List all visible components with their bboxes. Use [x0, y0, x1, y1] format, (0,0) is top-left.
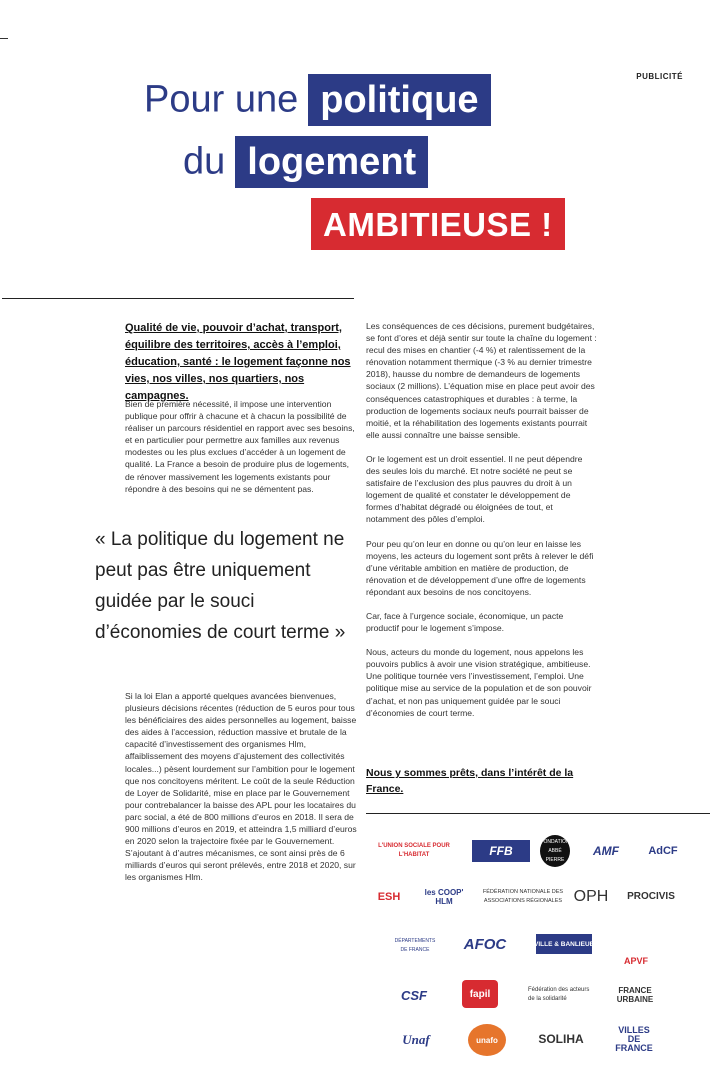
- divider-logos: [366, 813, 710, 814]
- logo-soliha: SOLIHA: [538, 1031, 584, 1046]
- title-line-2-highlight: logement: [235, 136, 428, 188]
- right-paragraph-5: Nous, acteurs du monde du logement, nous appelons les pouvoirs publics à avoir une vision stratégique, ambitieuse. Une politique tournée vers l’investissement, l’emploi. Une politique mise au service de la population et de son pouvoir d’achat, et non pas uniquement guidée par le souci d’économies de court terme.: [366, 647, 592, 718]
- right-paragraph-2: Or le logement est un droit essentiel. Il ne peut dépendre des seules lois du marché. Et notre société ne peut se satisfaire de l’exclusion des plus pauvres du droit à un logement de qualité et constater le développement de formes d’habitat dégradé ou éloignées de tout, et notamment des pôles d’emploi.: [366, 453, 583, 525]
- logo-ffb: FFB: [472, 840, 530, 862]
- right-paragraph-3: Pour peu qu’on leur en donne ou qu’on leur en laisse les moyens, les acteurs du logement sont prêts à relever le défi d’une véritable ambition en matière de production, de rénovation et de développement d’une offre de logements répondant aux besoins de nos concitoyens.: [366, 538, 594, 597]
- right-paragraph-1: Les conséquences de ces décisions, purement budgétaires, se font d’ores et déjà sentir sur toute la chaîne du logement : recul des mises en chantier (-4 %) et ralentissement de la rénovation notamment thermique (-3 % au dernier trimestre 2018), hausse du nombre de demandeurs de logements sociaux (2 millions). L’équation mise en place peut avoir des conséquences catastrophiques et durables : à terme, la production de logements sociaux neufs pourrait baisser de moitié, et la réhabilitation des logements existants pourrait elle aussi connaître une baisse sensible.: [366, 321, 597, 440]
- logo-apvf: APVF: [623, 956, 648, 966]
- closing-statement: Nous y sommes prêts, dans l’intérêt de la France.: [366, 767, 574, 795]
- title-line-2: [183, 136, 428, 188]
- logo-departements-de-france: DÉPARTEMENTS DE FRANCE: [394, 938, 436, 953]
- title-line-1-highlight: politique: [308, 74, 490, 126]
- logo-oph: OPH: [573, 887, 609, 905]
- logo-fapil: fapil: [462, 980, 498, 1008]
- advertisement-label: PUBLICITÉ: [636, 72, 683, 81]
- right-paragraph-4: Car, face à l’urgence sociale, économique, un pacte productif pour le logement s’impose.: [366, 610, 564, 634]
- logo-esh: ESH: [377, 890, 401, 903]
- title-line-1: [144, 74, 491, 126]
- logo-ville-banlieue: VILLE & BANLIEUE: [536, 934, 592, 954]
- logo-unaf: Unaf: [402, 1031, 430, 1047]
- right-column: [366, 320, 598, 731]
- title-line-2-text: du: [183, 140, 226, 183]
- logo-afoc: AFOC: [463, 935, 507, 953]
- logo-fnar: FÉDÉRATION NATIONALE DES ASSOCIATIONS RÉGIONALES: [482, 889, 564, 904]
- logo-amf: AMF: [593, 843, 619, 858]
- logo-procivis: PROCIVIS: [627, 890, 675, 902]
- logo-unafo: unafo: [468, 1024, 506, 1056]
- logo-coop-hlm: les COOP' HLM: [424, 888, 464, 906]
- title-line-1-text: Pour une: [144, 78, 299, 121]
- logo-villes-de-france: VILLES DE FRANCE: [615, 1024, 653, 1053]
- pull-quote: « La politique du logement ne peut pas être uniquement guidée par le souci d’économies de court terme »: [95, 529, 346, 643]
- divider-top: [2, 298, 354, 299]
- logo-france-urbaine: FRANCE URBAINE: [616, 986, 654, 1004]
- left-paragraph-2: Si la loi Elan a apporté quelques avancées bienvenues, plusieurs décisions récentes (réduction de 5 euros pour tous les bénéficiaires des aides personnelles au logement, baisse des aides à l’accession, réduction massive et brutale de la capacité d’investissement des organismes Hlm, affaiblissement des moyens d’ajustement des collectivités locales...) pèsent lourdement sur l’ambition pour le logement que nos concitoyens méritent. Le coût de la seule Réduction de Loyer de Solidarité, mise en place par le Gouvernement pour contrebalancer la baisse des APL pour les locataires du parc social, a été de 800 millions d’euros en 2018. Il sera de 900 millions d’euros en 2019, et atteindra 1,5 milliard d’euros en 2020 selon la trajectoire fixée par le Gouvernement. S’ajoutant à d’autres mécanismes, ce sont ainsi près de 6 milliards d’euros qui seront prélevés, entre 2018 et 2020, sur les organismes Hlm.: [125, 691, 357, 883]
- logo-fondation-abbe-pierre: FONDATION ABBÉ PIERRE: [540, 835, 570, 867]
- logo-federation-solidarite: Fédération des acteurs de la solidarité: [528, 987, 590, 1002]
- left-paragraph-1: Bien de première nécessité, il impose une intervention publique pour offrir à chacune et à chacun la possibilité de réaliser un parcours résidentiel en rapport avec ses besoins, et en particulier pour permettre aux familles aux revenus modestes ou les plus exclues d’accéder à un logement de qualité. La France a besoin de produire plus de logements, de rénover massivement les logements existants pour répondre à des besoins qui ne se démentent pas.: [125, 399, 355, 494]
- title-line-3-highlight: AMBITIEUSE !: [311, 198, 565, 250]
- logo-adcf: AdCF: [648, 844, 678, 857]
- corner-mark: [0, 38, 8, 39]
- intro-lead: Qualité de vie, pouvoir d’achat, transport, équilibre des territoires, accès à l’emploi, éducation, santé : le logement façonne nos vies, nos villes, nos quartiers, nos campagnes.: [125, 322, 351, 402]
- logo-union-sociale-habitat: L'UNION SOCIALE POUR L'HABITAT: [378, 843, 450, 858]
- logo-csf: CSF: [401, 987, 427, 1003]
